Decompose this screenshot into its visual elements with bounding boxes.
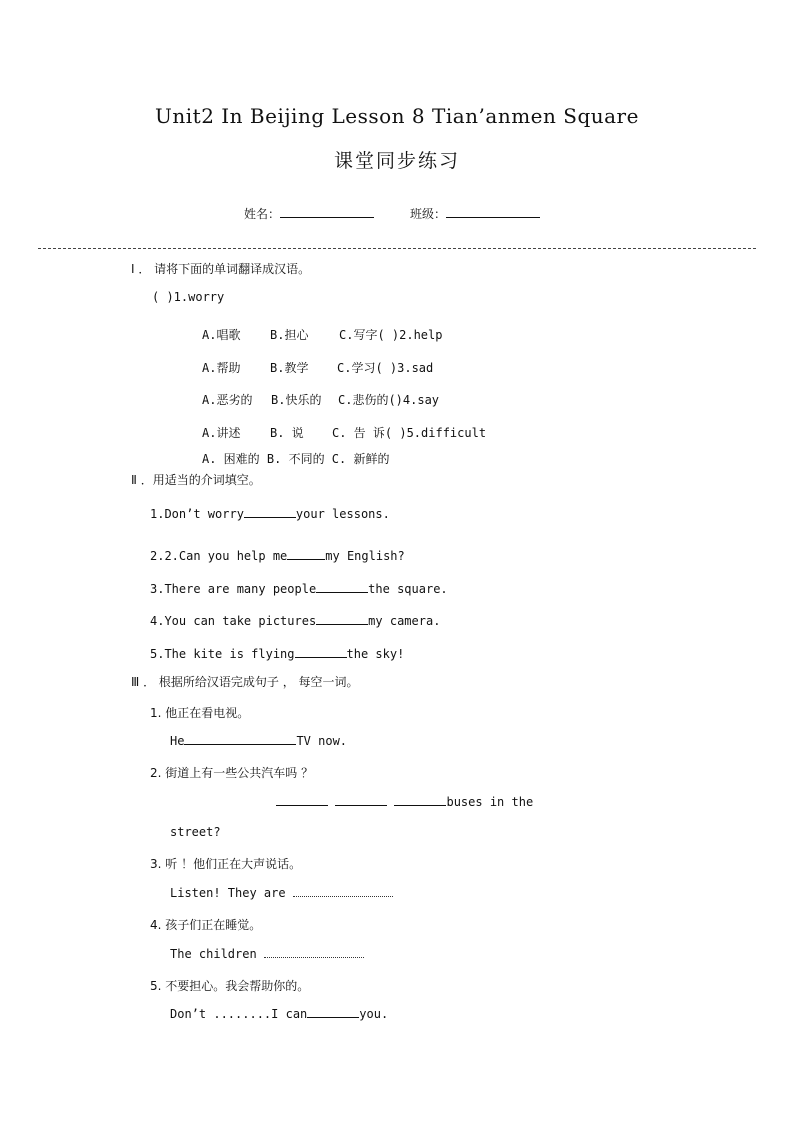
section2-item-3: 3.There are many people the square. (150, 582, 448, 596)
section1-row4-a: A.讲述 (202, 426, 241, 440)
section3-q4-answer: The children (170, 947, 364, 961)
page-title: Unit2 In Beijing Lesson 8 Tian’anmen Square (155, 104, 639, 128)
class-blank[interactable] (446, 207, 540, 218)
answer-blank[interactable] (295, 647, 347, 658)
answer-blank[interactable] (276, 795, 328, 806)
answer-blank[interactable] (244, 507, 296, 518)
answer-blank[interactable] (184, 734, 296, 745)
section3-q2-answer: buses in the (276, 795, 533, 809)
section2-item-2: 2.2.Can you help me my English? (150, 549, 405, 563)
section3-q2-chinese: 2. 街道上有一些公共汽车吗 ？ (150, 766, 314, 780)
section1-row4-c: C. 告 诉( )5.difficult (332, 426, 487, 440)
separator-line (38, 248, 756, 249)
class-field (410, 205, 540, 222)
section2-item-1: 1.Don’t worry your lessons. (150, 507, 390, 521)
section3-q1-answer: He TV now. (170, 734, 348, 748)
section2-item-4: 4.You can take pictures my camera. (150, 614, 441, 628)
name-label: 姓名： (244, 207, 281, 221)
section1-row5: A. 困难的 B. 不同的 C. 新鲜的 (202, 452, 390, 466)
answer-blank[interactable] (394, 795, 446, 806)
section1-row4-b: B. 说 (270, 426, 304, 440)
section1-heading: Ⅰ ． 请将下面的单词翻译成汉语。 (131, 262, 311, 276)
name-field (244, 205, 374, 222)
section3-heading: Ⅲ ． 根据所给汉语完成句子 ， 每空一词。 (131, 675, 359, 689)
section1-row2-c: C.学习( )3.sad (337, 361, 434, 375)
section1-row2-a: A.帮助 (202, 361, 241, 375)
section1-q1: ( )1.worry (152, 290, 225, 304)
answer-blank[interactable] (293, 886, 393, 897)
section3-q4-chinese: 4. 孩子们正在睡觉。 (150, 918, 262, 932)
answer-blank[interactable] (316, 582, 368, 593)
section1-row1-a: A.唱歌 (202, 328, 241, 342)
answer-blank[interactable] (264, 947, 364, 958)
answer-blank[interactable] (335, 795, 387, 806)
section2-heading: Ⅱ ．用适当的介词填空。 (131, 473, 261, 487)
section1-row3-a: A.恶劣的 (202, 393, 253, 407)
section3-q5-answer: Don’t ........I can you. (170, 1007, 389, 1021)
answer-blank[interactable] (307, 1007, 359, 1018)
section3-q3-chinese: 3. 听 ！他们正在大声说话。 (150, 857, 302, 871)
name-blank[interactable] (280, 207, 374, 218)
class-label: 班级： (410, 207, 447, 221)
section3-q1-chinese: 1. 他正在看电视。 (150, 706, 250, 720)
section1-row3-b: B.快乐的 (271, 393, 322, 407)
answer-blank[interactable] (316, 614, 368, 625)
section3-q2-continued: street? (170, 825, 221, 839)
section1-row1-c: C.写字( )2.help (339, 328, 443, 342)
answer-blank[interactable] (287, 549, 325, 560)
section3-q3-answer: Listen! They are (170, 886, 393, 900)
section2-item-5: 5.The kite is flying the sky! (150, 647, 405, 661)
section1-row1-b: B.担心 (270, 328, 309, 342)
section3-q5-chinese: 5. 不要担心。我会帮助你的。 (150, 979, 310, 993)
section1-row3-c: C.悲伤的()4.say (338, 393, 440, 407)
section1-row2-b: B.教学 (270, 361, 309, 375)
page-subtitle: 课堂同步练习 (333, 150, 460, 172)
